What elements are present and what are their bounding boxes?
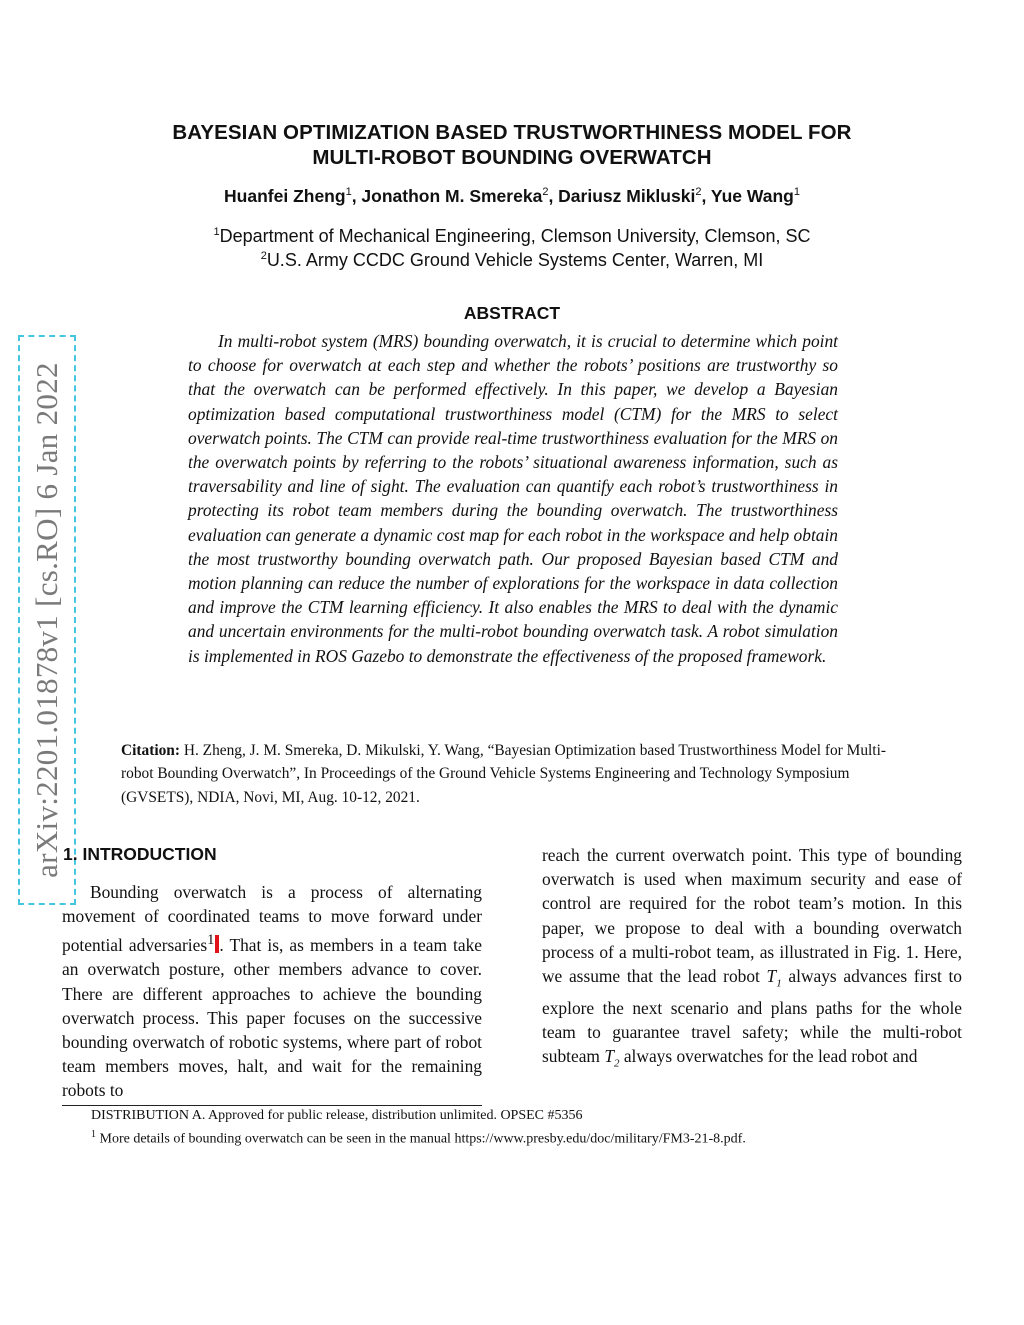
math-letter: T	[604, 1046, 614, 1067]
citation-block	[121, 739, 911, 809]
author-affiliation-mark: 2	[695, 186, 702, 199]
intro-left-column	[62, 880, 482, 1103]
section-heading-introduction: 1. INTRODUCTION	[63, 844, 217, 864]
author-affiliation-mark: 2	[542, 186, 549, 199]
footnote-mark: 1	[91, 1129, 96, 1140]
footnote-1	[91, 1129, 746, 1148]
math-letter: T	[766, 966, 777, 987]
footnote-ref[interactable]: 1	[207, 932, 215, 949]
author-separator: ,	[351, 186, 362, 206]
author-separator: ,	[548, 186, 559, 206]
affiliation-mark: 2	[260, 250, 267, 262]
author-name: Huanfei Zheng	[224, 186, 346, 206]
citation-text: H. Zheng, J. M. Smereka, D. Mikulski, Y. Wang, “Bayesian Optimization based Trustworthiness Model for Multi-robot Bounding Overwatch”, In Proceedings of the Ground Vehicle Systems Engineering and Technology Symposium (GVSETS), NDIA, Novi, MI, Aug. 10-12, 2021.	[121, 742, 886, 806]
paper-title-line-2: MULTI-ROBOT BOUNDING OVERWATCH	[312, 146, 712, 169]
affiliation-mark: 1	[213, 226, 220, 238]
math-subscript: 1	[776, 977, 782, 990]
author-separator: ,	[701, 186, 711, 206]
affiliation-text: Department of Mechanical Engineering, Clemson University, Clemson, SC	[219, 226, 811, 246]
math-subscript: 2	[613, 1057, 620, 1070]
author-name: Jonathon M. Smereka	[361, 186, 543, 206]
intro-right-column	[542, 843, 962, 1076]
math-symbol-t2	[604, 1046, 620, 1070]
author-affiliation-mark: 1	[345, 186, 352, 199]
paper-title-line-1: BAYESIAN OPTIMIZATION BASED TRUSTWORTHINESS MODEL FOR	[172, 121, 852, 144]
body-text: always advances first to explore the next scenario and plans paths for the whole team to guarantee travel safety; while the multi-robot subteam	[542, 966, 962, 1067]
footnote-divider	[62, 1105, 482, 1106]
body-text: Bounding overwatch is a process of alternating movement of coordinated teams to move forward under potential adversaries	[62, 882, 482, 956]
body-text: . That is, as members in a team take an overwatch posture, other members advance to cover. There are different approaches to achieve the bounding overwatch process. This paper focuses on the successive bounding overwatch of robotic systems, where part of robot team members moves, halt, and wait for the remaining robots to	[62, 935, 482, 1101]
body-text: always overwatches for the lead robot and	[619, 1046, 918, 1067]
math-symbol-t1	[766, 966, 782, 990]
affiliation-text: U.S. Army CCDC Ground Vehicle Systems Center, Warren, MI	[266, 250, 764, 270]
abstract-heading: ABSTRACT	[463, 303, 561, 323]
author-list	[0, 186, 1024, 207]
distribution-statement: DISTRIBUTION A. Approved for public release, distribution unlimited. OPSEC #5356	[91, 1108, 583, 1123]
author-affiliation-mark: 1	[793, 186, 800, 199]
body-text: reach the current overwatch point. This type of bounding overwatch is used when maximum security and ease of control are required for the robot team’s motion. In this paper, we propose to deal with a bounding overwatch process of a multi-robot team, as illustrated in Fig. 1. Here, we assume that the lead robot	[542, 845, 962, 987]
arxiv-stamp	[18, 335, 76, 905]
author-name: Dariusz Mikluski	[558, 186, 696, 206]
footnote-text: More details of bounding overwatch can be seen in the manual https://www.presby.edu/doc/military/FM3-21-8.pdf.	[99, 1131, 746, 1147]
author-name: Yue Wang	[710, 186, 794, 206]
affiliation-2	[0, 250, 1024, 271]
abstract-body: In multi-robot system (MRS) bounding overwatch, it is crucial to determine which point to choose for overwatch at each step and whether the robots’ positions are trustworthy so that the overwatch can be performed effectively. In this paper, we develop a Bayesian optimization based computational trustworthiness model (CTM) for the MRS to select overwatch points. The CTM can provide real-time trustworthiness evaluation for the MRS on the overwatch points by referring to the robots’ situational awareness information, such as traversability and line of sight. The evaluation can quantify each robot’s trustworthiness in protecting its robot team members during the bounding overwatch. The trustworthiness evaluation can generate a dynamic cost map for each robot in the workspace and help obtain the most trustworthy bounding overwatch path. Our proposed Bayesian based CTM and motion planning can reduce the number of explorations for the workspace in data collection and improve the CTM learning efficiency. It also enables the MRS to deal with the dynamic and uncertain environments for the multi-robot bounding overwatch task. A robot simulation is implemented in ROS Gazebo to demonstrate the effectiveness of the proposed framework.	[188, 331, 838, 666]
affiliation-1	[0, 226, 1024, 247]
citation-label: Citation:	[121, 742, 180, 759]
arxiv-id: arXiv:2201.01878v1 [cs.RO] 6 Jan 2022	[29, 362, 64, 878]
